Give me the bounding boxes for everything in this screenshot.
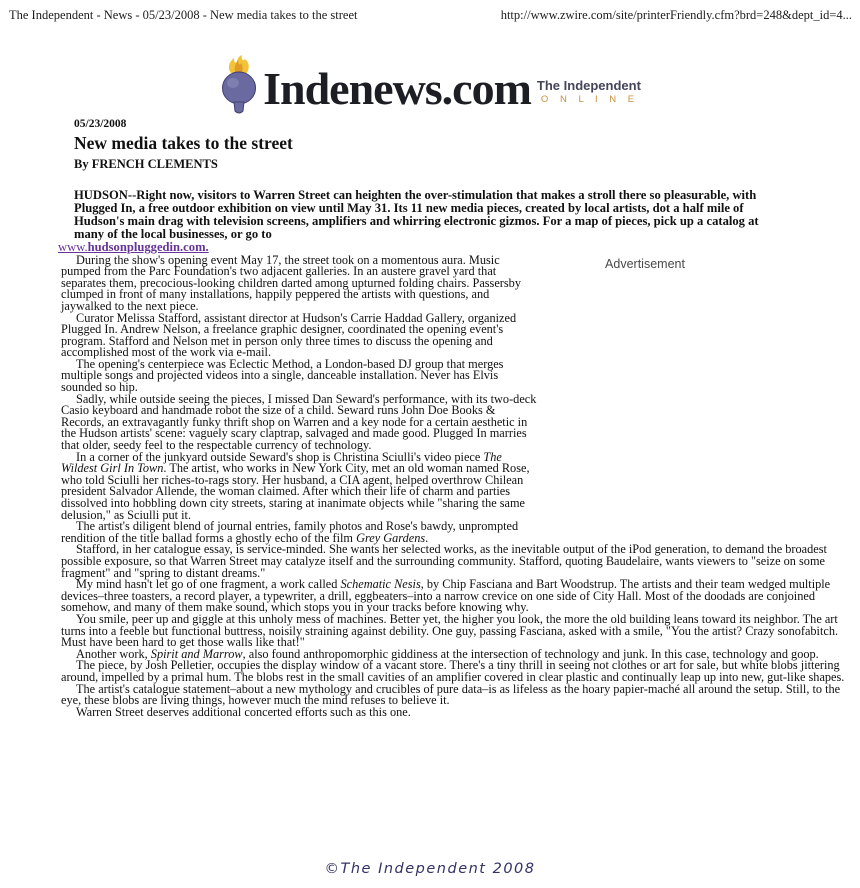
article-paragraph: The artist's diligent blend of journal entries, family photos and Rose's bawdy, unprompted rendition of the title ballad forms a ghostly echo of the film Grey Gardens. (61, 519, 519, 545)
article-paragraph: Stafford, in her catalogue essay, is service-minded. She wants her selected works, as the inevitable output of the iPod generation, to demand the broadest possible exposure, so that Warren Street may catalyze itself and the surrounding community. Stafford, quoting Baudelaire, wants viewers to "seize on some fragment" and "spring to distant dreams." (61, 542, 827, 580)
article (58, 118, 845, 719)
advertisement-region (540, 255, 845, 527)
site-wordmark: Indenews.com (263, 63, 531, 114)
article-body (61, 252, 845, 719)
article-paragraph: You smile, peer up and giggle at this unholy mess of machines. Better yet, the higher you look, the more the old building leans toward its neighbor. The art turns into a feeble but functional buttress, noisily straining against debility. One guy, passing Fasciana, asked with a smile, "You the artist? Crazy sonofabitch. Must have been hard to get those walls like that!" (61, 611, 839, 650)
article-head (58, 118, 845, 254)
article-paragraph: Sadly, while outside seeing the pieces, I missed Dan Seward's performance, with its two-deck Casio keyboard and handmade robot the size of a child. Seward runs John Doe Books & Records, an extravagantly funky thrift shop on Warren and a key node for a certain aesthetic in the Hudson artists' scene: vaguely scary claptrap, salvaged and made good. Plugged In marries that older, seedy feel to the respectable currency of technology. (61, 391, 537, 453)
lead-text: HUDSON--Right now, visitors to Warren Street can heighten the over-stimulation that makes a stroll there so pleasurable, with Plugged In, a free outdoor exhibition on view until May 31. Its 11 new media pieces, created by local artists, dot a half mile of Hudson's main drag with television screens, amplifiers and whirring electronic gizmos. For a map of pieces, pick up a catalog at many of the local businesses, or go to (74, 188, 759, 241)
print-header-url: http://www.zwire.com/site/printerFriendly.cfm?brd=248&dept_id=4... (500, 8, 852, 22)
article-headline: New media takes to the street (74, 133, 293, 153)
advertisement-label: Advertisement (605, 256, 685, 271)
link-domain: hudsonpluggedin.com. (87, 239, 209, 254)
hudsonpluggedin-link[interactable] (58, 240, 209, 254)
article-paragraph: The opening's centerpiece was Eclectic Method, a London-based DJ group that merges multiple songs and projected videos into a single, danceable installation. Never has Elvis sounded so hip. (61, 356, 504, 395)
article-paragraph: The piece, by Josh Pelletier, occupies the display window of a vacant store. There's a tiny thrill in seeing not clothes or art for sale, but white blobs jittering around, impelled by a primal hum. The blobs rest in the small cavities of an amplifier covered in clear plastic and continually leap up into new, gut-like shapes. (61, 658, 845, 684)
article-byline: By FRENCH CLEMENTS (74, 157, 218, 171)
article-lead-paragraph (58, 188, 780, 254)
tagline-publication-name: The Independent (536, 78, 641, 93)
article-date: 05/23/2008 (74, 118, 127, 130)
article-paragraph: My mind hasn't let go of one fragment, a work called Schematic Nesis, by Chip Fasciana and Bart Woodstrup. The artists and their team wedged multiple devices–three toasters, a record player, a typewriter, a drill, eggbeaters–into a narrow crevice on one side of City Hall. Most of the doodads are conjoined somehow, and many of them make sound, which stops you in your tracks before knowing why. (61, 577, 831, 615)
link-prefix: www. (58, 239, 88, 254)
print-header-title: The Independent - News - 05/23/2008 - New media takes to the street (9, 8, 358, 22)
article-paragraph: During the show's opening event May 17, the street took on a momentous aura. Music pumped from the Parc Foundation's two adjacent galleries. In an austere gravel yard that separates them, precocious-looking children darted among upturned folding chairs. Passersby clumped in front of many installations, happily peppered the artists with questions, and jaywalked to the next piece. (61, 252, 521, 313)
article-paragraph: Warren Street deserves additional concerted efforts such as this one. (76, 704, 411, 719)
flaming-torch-icon (219, 55, 259, 114)
article-paragraph: In a corner of the junkyard outside Seward's shop is Christina Sciulli's video piece The Wildest Girl In Town. The artist, who works in New York City, met an old woman named Rose, who told Sciulli her riches-to-rags story. Her husband, a CIA agent, helped overthrow Chilean president Salvador Allende, the woman claimed. After which their life of charm and parties dissolved into hobbling down city streets, staring at inanimate objects while "sharing the same delusion," as Sciulli put it. (61, 449, 530, 522)
article-paragraph: Another work, Spirit and Marrow, also found anthropomorphic giddiness at the intersection of technology and junk. In this case, technology and goop. (76, 646, 819, 661)
copyright-footer: ©The Independent 2008 (324, 861, 536, 877)
article-paragraph: The artist's catalogue statement–about a new mythology and crucibles of pure data–is as lifeless as the hoary papier-maché all around the setup. Still, to the eye, these blobs are living things, however much the mind refuses to believe it. (61, 681, 841, 708)
masthead-tagline (537, 79, 641, 105)
article-paragraph: Curator Melissa Stafford, assistant director at Hudson's Carrie Haddad Gallery, organized Plugged In. Andrew Nelson, a freelance graphic designer, coordinated the opening event's program. Stafford and Nelson met in person only three times to discuss the opening and accomplished most of the work via e-mail. (61, 310, 517, 360)
masthead (0, 55, 860, 114)
tagline-online-label: O N L I N E (540, 94, 639, 105)
print-header (0, 0, 860, 23)
